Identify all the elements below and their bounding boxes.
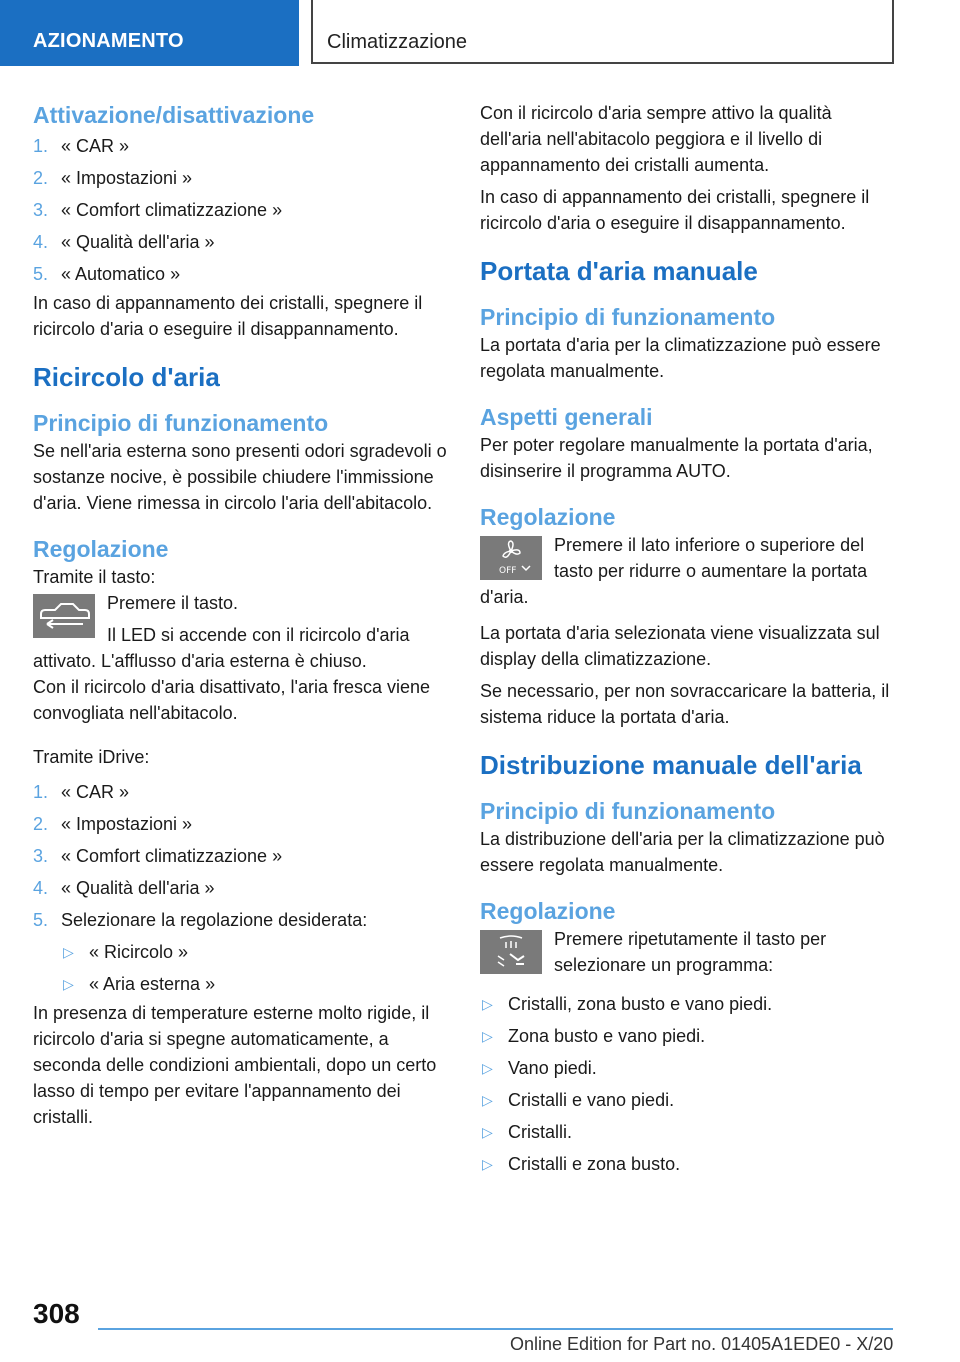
list-item: 3. « Comfort climatizzazione » xyxy=(33,846,283,866)
fan-key-row xyxy=(480,532,895,610)
flow-display-text: La portata d'aria selezionata viene visualizzata sul display della climatizzazione. xyxy=(480,623,880,669)
cold-text: In presenza di temperature esterne molto rigide, il ricircolo d'aria si spegne automaticamente, a seconda delle condizioni ambientali, dopo un certo lasso di tempo per evitare l'appannamento dei cristalli. xyxy=(33,1003,437,1127)
triangle-bullet-icon: ▷ xyxy=(482,1156,493,1172)
list-item: ▷ Cristalli e vano piedi. xyxy=(480,1084,895,1116)
triangle-bullet-icon: ▷ xyxy=(482,996,493,1012)
via-button-text: Tramite il tasto: xyxy=(33,567,156,587)
air-distribution-button-icon xyxy=(480,930,542,974)
heading-manual-flow: Portata d'aria manuale xyxy=(480,256,758,286)
principle-text: Se nell'aria esterna sono presenti odori sgradevoli o sostanze nocive, è possibile chiudere l'immissione d'aria. Viene rimessa in circolo l'aria dell'abitacolo. xyxy=(33,441,447,513)
distribution-button-text: Premere ripetutamente il tasto per selezionare un programma: xyxy=(554,929,827,975)
general-text: Per poter regolare manualmente la portata d'aria, disinserire il programma AUTO. xyxy=(480,435,873,481)
left-column xyxy=(33,100,448,1130)
section-title: AZIONAMENTO xyxy=(33,30,184,52)
flow-principle-text: La portata d'aria per la climatizzazione può essere regolata manualmente. xyxy=(480,335,881,381)
off-text: Con il ricircolo d'aria disattivato, l'aria fresca viene convogliata nell'abitacolo. xyxy=(33,677,431,723)
list-item: ▷ Vano piedi. xyxy=(480,1052,895,1084)
heading-principle: Principio di funzionamento xyxy=(480,304,776,330)
recirculation-button-icon xyxy=(33,594,95,638)
activation-steps xyxy=(33,130,448,290)
heading-principle-2: Principio di funzionamento xyxy=(480,798,776,824)
list-item: 2. « Impostazioni » xyxy=(33,168,193,188)
triangle-bullet-icon: ▷ xyxy=(482,1092,493,1108)
heading-activation: Attivazione/disattivazione xyxy=(33,102,315,128)
triangle-bullet-icon: ▷ xyxy=(63,976,74,992)
right-column xyxy=(480,100,895,1180)
distribution-key-row xyxy=(480,926,895,978)
list-item: 4. « Qualità dell'aria » xyxy=(33,878,215,898)
list-item: 1. « CAR » xyxy=(33,782,130,802)
svg-text:OFF: OFF xyxy=(499,566,517,576)
list-item: 5. Selezionare la regolazione desiderata: xyxy=(33,910,368,930)
idrive-steps xyxy=(33,776,448,936)
flow-battery-text: Se necessario, per non sovraccaricare la batteria, il sistema riduce la portata d'aria. xyxy=(480,681,890,727)
distribution-programs xyxy=(480,988,895,1180)
idrive-options xyxy=(33,936,448,1000)
triangle-bullet-icon: ▷ xyxy=(482,1028,493,1044)
heading-general: Aspetti generali xyxy=(480,404,653,430)
list-item: ▷ Zona busto e vano piedi. xyxy=(480,1020,895,1052)
recirc-fog-text: In caso di appannamento dei cristalli, spegnere il ricircolo d'aria o eseguire il disappannamento. xyxy=(480,187,870,233)
distribution-principle-text: La distribuzione dell'aria per la climatizzazione può essere regolata manualmente. xyxy=(480,829,885,875)
recirculation-key-row xyxy=(33,590,448,674)
heading-regulation: Regolazione xyxy=(480,504,616,530)
triangle-bullet-icon: ▷ xyxy=(482,1060,493,1076)
list-item: 1. « CAR » xyxy=(33,136,130,156)
list-item: 2. « Impostazioni » xyxy=(33,814,193,834)
led-text: Il LED si accende con il ricircolo d'aria attivato. L'afflusso d'aria esterna è chiuso. xyxy=(33,625,410,671)
triangle-bullet-icon: ▷ xyxy=(482,1124,493,1140)
edition-text: Online Edition for Part no. 01405A1EDE0 - X/20 xyxy=(510,1334,894,1354)
list-item: 3. « Comfort climatizzazione » xyxy=(33,200,283,220)
heading-distribution: Distribuzione manuale dell'aria xyxy=(480,750,862,780)
heading-recirculation: Ricircolo d'aria xyxy=(33,362,220,392)
list-item: ▷ Cristalli e zona busto. xyxy=(480,1148,895,1180)
heading-regulation-2: Regolazione xyxy=(480,898,616,924)
heading-regulation: Regolazione xyxy=(33,536,169,562)
via-idrive-text: Tramite iDrive: xyxy=(33,747,150,767)
recirc-quality-text: Con il ricircolo d'aria sempre attivo la qualità dell'aria nell'abitacolo peggiora e il livello di appannamento dei cristalli aumenta. xyxy=(480,103,832,175)
list-item: ▷ « Aria esterna » xyxy=(61,968,448,1000)
list-item: ▷ « Ricircolo » xyxy=(61,936,448,968)
press-button-text: Premere il tasto. xyxy=(107,593,239,613)
list-item: ▷ Cristalli. xyxy=(480,1116,895,1148)
activation-note: In caso di appannamento dei cristalli, spegnere il ricircolo d'aria o eseguire il disappannamento. xyxy=(33,293,423,339)
heading-principle: Principio di funzionamento xyxy=(33,410,329,436)
list-item: 5. « Automatico » xyxy=(33,264,181,284)
triangle-bullet-icon: ▷ xyxy=(63,944,74,960)
section-tab xyxy=(0,0,299,66)
footer-divider xyxy=(98,1328,893,1330)
topic-tab xyxy=(311,0,894,64)
topic-title: Climatizzazione xyxy=(327,31,468,53)
list-item: 4. « Qualità dell'aria » xyxy=(33,232,215,252)
page-number: 308 xyxy=(33,1298,80,1329)
flow-button-text: Premere il lato inferiore o superiore del tasto per ridurre o aumentare la portata d'aria. xyxy=(480,535,868,607)
list-item: ▷ Cristalli, zona busto e vano piedi. xyxy=(480,988,895,1020)
fan-button-icon xyxy=(480,536,542,580)
